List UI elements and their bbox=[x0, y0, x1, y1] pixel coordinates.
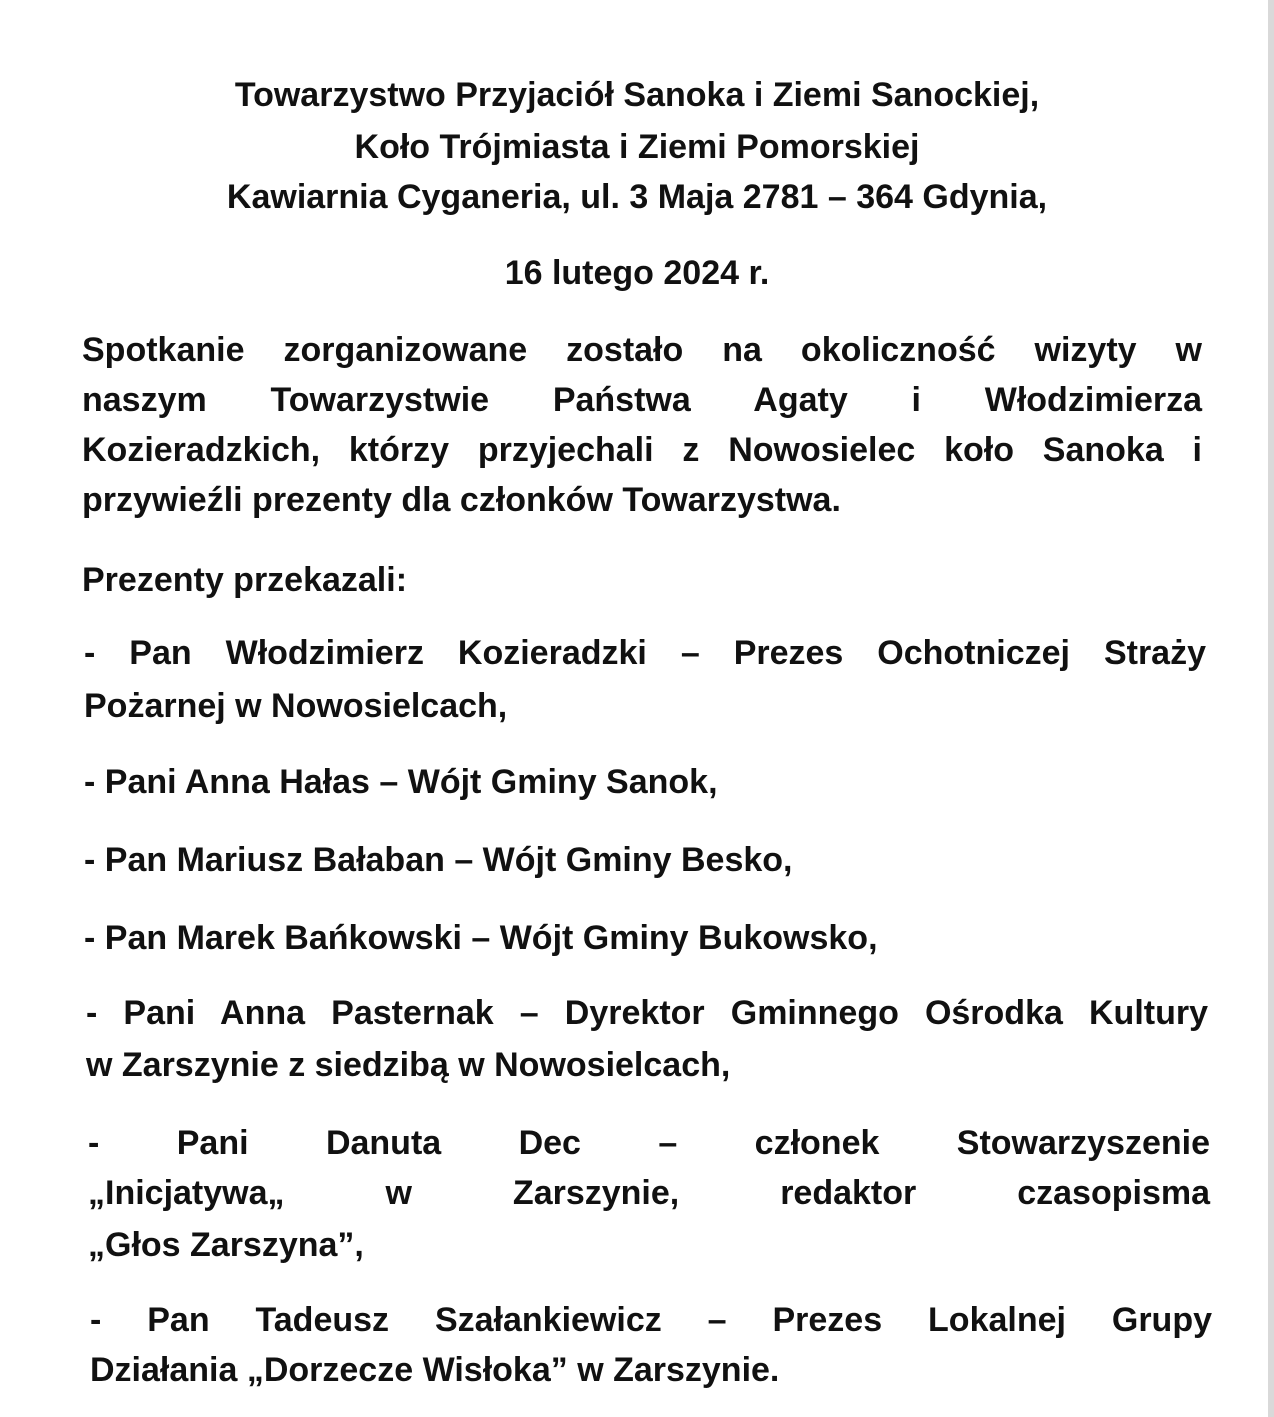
header-organization: Towarzystwo Przyjaciół Sanoka i Ziemi Sanockiej, bbox=[234, 76, 1040, 114]
header-branch: Koło Trójmiasta i Ziemi Pomorskiej bbox=[354, 128, 920, 166]
header-venue: Kawiarnia Cyganeria, ul. 3 Maja 2781 – 364 Gdynia, bbox=[226, 178, 1048, 216]
donor-item: - Pan Mariusz Bałaban – Wójt Gminy Besko, bbox=[84, 841, 793, 879]
intro-line: przywieźli prezenty dla członków Towarzystwa. bbox=[82, 481, 841, 519]
list-heading: Prezenty przekazali: bbox=[82, 561, 408, 599]
donor-item: - Pan Marek Bańkowski – Wójt Gminy Bukowsko, bbox=[84, 919, 878, 957]
donor-item: - Pani Danuta Dec – członek Stowarzyszenie bbox=[88, 1124, 1210, 1162]
donor-item: Pożarnej w Nowosielcach, bbox=[84, 687, 508, 725]
intro-line: naszym Towarzystwie Państwa Agaty i Włodzimierza bbox=[82, 381, 1202, 419]
meeting-date: 16 lutego 2024 r. bbox=[504, 254, 770, 292]
donor-item: Działania „Dorzecze Wisłoka” w Zarszynie. bbox=[90, 1351, 780, 1389]
donor-item: w Zarszynie z siedzibą w Nowosielcach, bbox=[86, 1046, 731, 1084]
intro-line: Kozieradzkich, którzy przyjechali z Nowosielec koło Sanoka i bbox=[82, 431, 1202, 469]
intro-line: Spotkanie zorganizowane zostało na okoliczność wizyty w bbox=[82, 331, 1202, 369]
donor-item: - Pani Anna Pasternak – Dyrektor Gminnego Ośrodka Kultury bbox=[86, 994, 1208, 1032]
donor-item: - Pan Włodzimierz Kozieradzki – Prezes Ochotniczej Straży bbox=[84, 634, 1206, 672]
donor-item: „Głos Zarszyna”, bbox=[88, 1226, 364, 1264]
donor-item: - Pani Anna Hałas – Wójt Gminy Sanok, bbox=[84, 763, 718, 801]
donor-item: - Pan Tadeusz Szałankiewicz – Prezes Lokalnej Grupy bbox=[90, 1301, 1212, 1339]
donor-item: „Inicjatywa„ w Zarszynie, redaktor czasopisma bbox=[88, 1174, 1210, 1212]
